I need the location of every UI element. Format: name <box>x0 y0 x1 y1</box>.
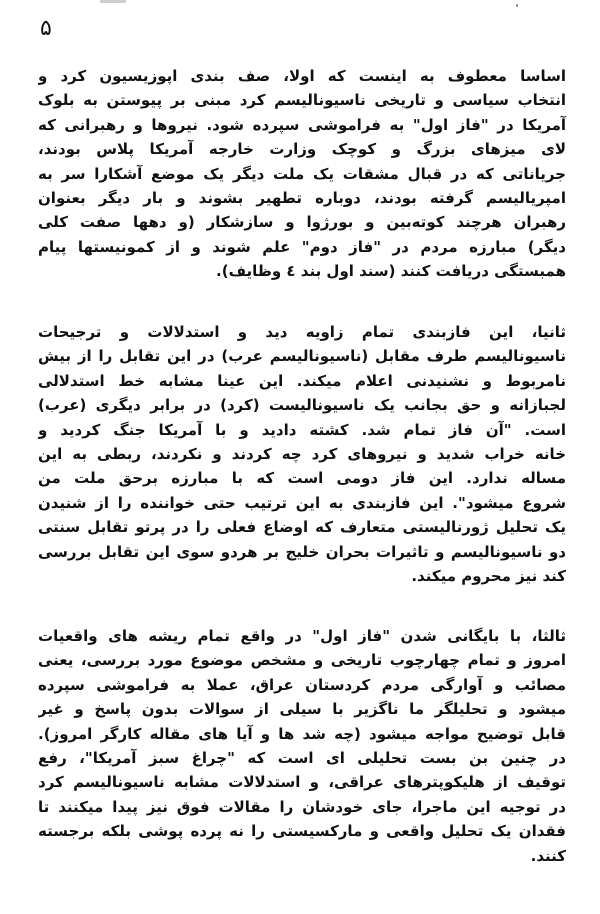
text-line: شروع میشود". این فازبندی به این ترتیب حتی خواننده را از شنیدن <box>38 493 566 512</box>
text-line: کند نیز محروم میکند. <box>411 567 566 586</box>
text-line: انتخاب سیاسی و تاریخی ناسیونالیسم کرد مبنی بر پیوستن به بلوک <box>38 91 566 110</box>
text-line: یک تحلیل ژورنالیستی متعارف که اوضاع فعلی را در پرتو تقابل سنتی <box>38 518 566 537</box>
text-line: است. "آن فاز تمام شد. کشته دادید و با آمریکا جنگ کردید و <box>38 420 566 439</box>
text-line: خانه خراب شدید و نیروهای کرد چه کردند و نکردند، ربطی به این <box>38 445 566 464</box>
scan-artifact <box>100 0 126 3</box>
text-line: امروز و تمام چهارچوب تاریخی و مشخص موضوع مورد بررسی، یعنی <box>38 651 566 670</box>
text-line: نامربوط و نشنیدنی اعلام میکند. این عینا مشابه خط استدلالی <box>38 371 566 390</box>
paragraph-3 <box>38 624 566 868</box>
text-line: کنند. <box>530 846 566 865</box>
text-line: مساله ندارد. این فاز دومی است که با مبارزه برحق ملت من <box>38 469 566 488</box>
text-line: قابل توضیح مواجه میشود (چه شد ها و آیا های مقاله کارگر امروز). <box>38 724 566 743</box>
scan-artifact <box>516 4 518 7</box>
paragraph-2 <box>38 320 566 588</box>
text-line: جریاناتی که در قبال مشقات یک ملت دیگر یک موضع آشکارا سر به <box>38 164 566 183</box>
text-line: دیگر) مبارزه مردم در "فاز دوم" علم شوند و از کمونیستها پیام <box>38 237 566 256</box>
text-line: فقدان یک تحلیل واقعی و مارکسیستی را نه پرده پوشی بلکه برجسته <box>38 822 566 841</box>
paragraph-1 <box>38 64 566 284</box>
text-line: لای میزهای بزرگ و کوچک وزارت خارجه آمریکا پلاس بودند، <box>38 140 566 159</box>
text-line: توقیف از هلیکوپترهای عراقی، و استدلالات مشابه ناسیونالیسم کرد <box>38 773 566 792</box>
text-line: رهبران هرچند کوته‌بین و بورژوا و سازشکار (و دهها صفت کلی <box>38 213 566 232</box>
text-line: اساسا معطوف به اینست که اولا، صف بندی اپوزیسیون کرد و <box>38 67 566 85</box>
text-line: در چنین بن بست تحلیلی ای است که "چراغ سبز آمریکا"، رفع <box>38 749 566 768</box>
text-line: ثانیا، این فازبندی تمام زاویه دید و استدلالات و ترجیحات <box>38 323 566 341</box>
text-line: همبستگی دریافت کنند (سند اول بند ٤ وظایف). <box>216 262 566 281</box>
text-line: دو ناسیونالیسم و تاثیرات بحران خلیج بر هردو سوی این تقابل بررسی <box>38 542 566 561</box>
text-line: مصائب و آوارگی مردم کردستان عراق، عملا به فراموشی سپرده <box>38 675 566 694</box>
text-line: لجبازانه و حق بجانب یک ناسیونالیست (کرد) در برابر دیگری (عرب) <box>38 396 566 415</box>
text-line: میشود و تحلیلگر ما ناگزیر با سیلی از سوالات بدون پاسخ و غیر <box>38 700 566 719</box>
text-line: در توجیه این ماجرا، جای خودشان را مقالات فوق نیز پیدا میکنند تا <box>38 797 566 816</box>
page-number: ۵ <box>40 16 52 41</box>
text-line: آمریکا در "فاز اول" به فراموشی سپرده شود. نیروها و رهبرانی که <box>38 115 566 134</box>
text-line: ناسیونالیسم طرف مقابل (ناسیونالیسم عرب) در این تقابل را از بیش <box>38 347 566 366</box>
text-line: ثالثا، با بایگانی شدن "فاز اول" در واقع تمام ریشه های واقعیات <box>38 627 566 645</box>
text-line: امپریالیسم گرفته بودند، دوباره تطهیر بشوند و بار دیگر بعنوان <box>38 189 566 208</box>
